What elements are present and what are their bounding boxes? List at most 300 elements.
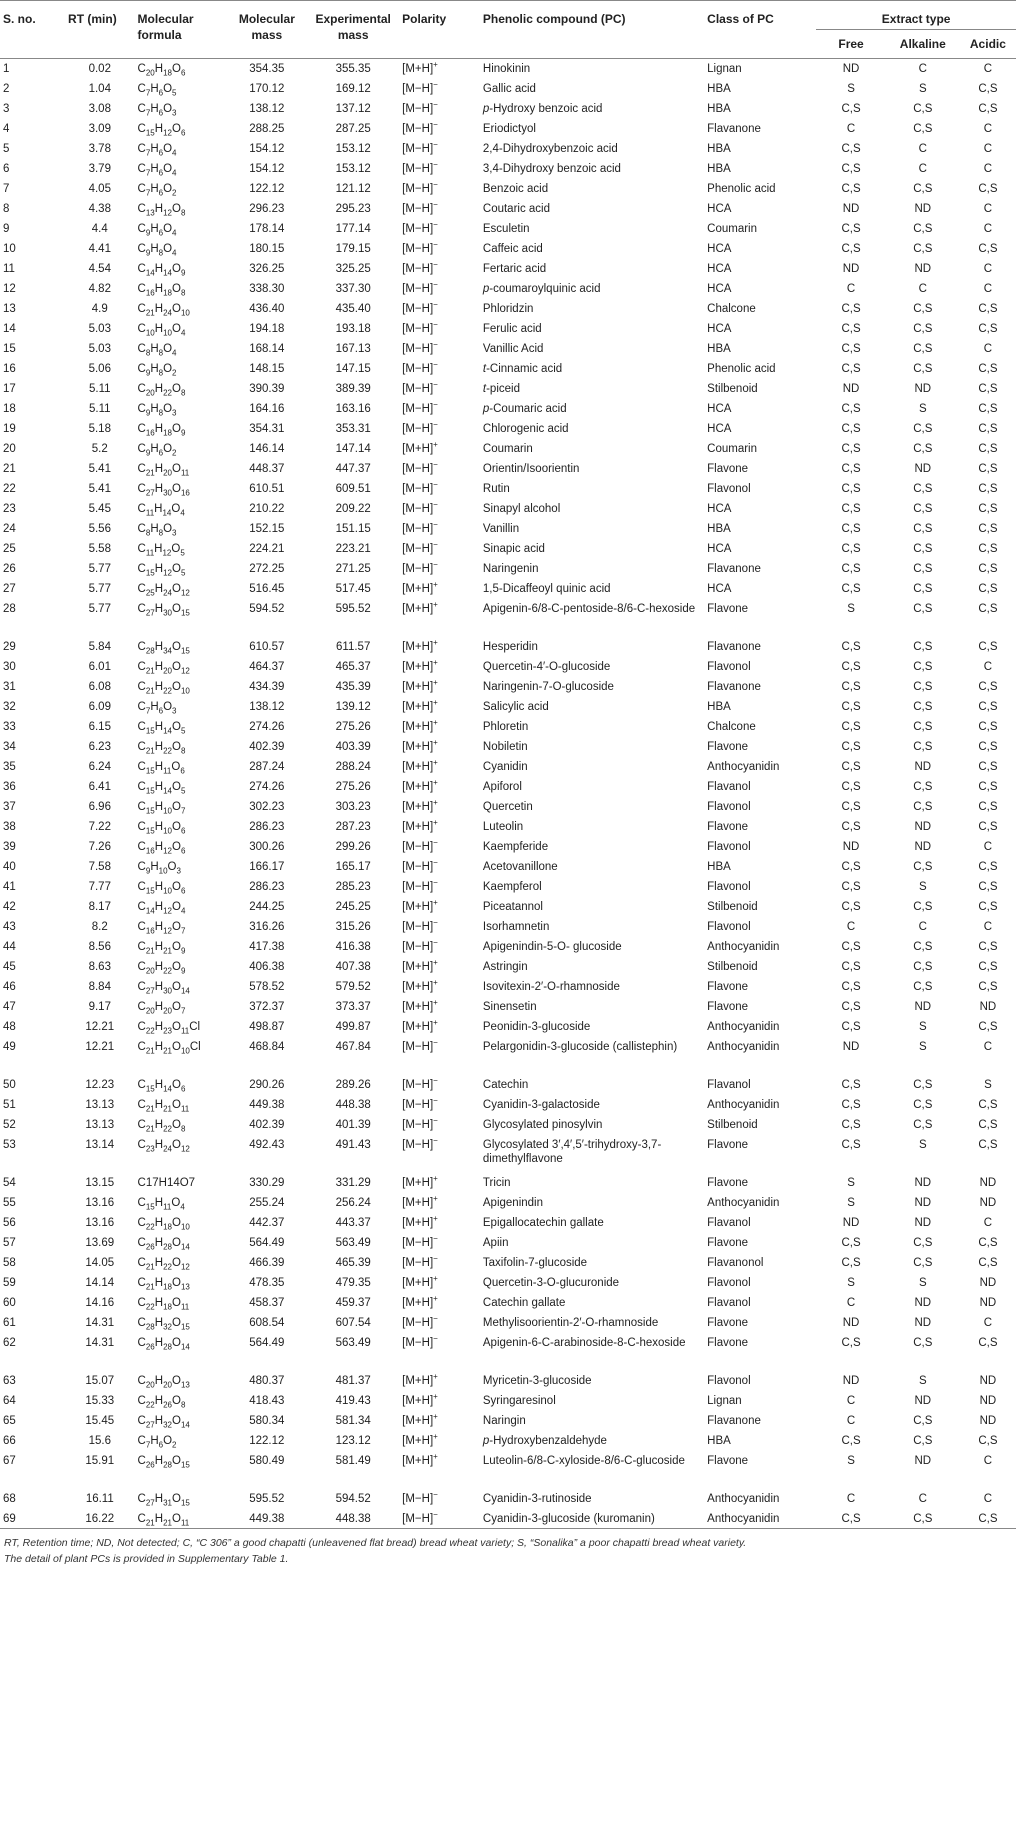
cell-mass: 468.84	[249, 1040, 285, 1053]
cell-rt: 14.31	[85, 1316, 115, 1329]
table-row	[0, 1451, 1016, 1489]
cell-class: Anthocyanidin	[707, 1196, 780, 1209]
cell-rt: 15.6	[88, 1434, 111, 1447]
cell-compound: Peonidin-3-glucoside	[482, 1020, 591, 1033]
cell-formula: $C_{22}H_{18}O_{11}$	[137, 1296, 190, 1311]
cell-exp-mass: 517.45	[335, 582, 371, 595]
cell-mass: 610.51	[249, 482, 285, 495]
cell-compound: Methylisoorientin-2′-O-rhamnoside	[482, 1316, 659, 1329]
table-header	[0, 1, 1016, 59]
header-exp-mass: Experimental mass	[307, 1, 399, 59]
cell-polarity: [M−H]−	[402, 479, 438, 495]
cell-class: Phenolic acid	[707, 182, 776, 195]
cell-mass: 154.12	[249, 162, 285, 175]
cell-sno: 34	[3, 740, 16, 753]
cell-compound: 1,5-Dicaffeoyl quinic acid	[482, 582, 611, 595]
cell-alkaline: C,S	[913, 422, 933, 435]
cell-exp-mass: 245.25	[335, 900, 371, 913]
table-row	[0, 1253, 1016, 1273]
cell-free: ND	[842, 382, 860, 395]
cell-acidic: C	[983, 63, 993, 75]
cell-alkaline: C,S	[913, 940, 933, 953]
cell-exp-mass: 179.15	[335, 242, 371, 255]
cell-class: Anthocyanidin	[707, 1512, 780, 1525]
cell-acidic: S	[984, 1078, 992, 1091]
cell-acidic: C,S	[978, 402, 998, 415]
cell-formula: $C_{21}H_{20}O_{11}$	[137, 462, 190, 477]
cell-free: C,S	[841, 342, 861, 355]
cell-compound: Sinapic acid	[482, 542, 545, 555]
cell-rt: 8.63	[88, 960, 111, 973]
cell-rt: 12.21	[85, 1020, 115, 1033]
cell-alkaline: ND	[914, 1316, 932, 1329]
cell-alkaline: C,S	[913, 1434, 933, 1447]
cell-exp-mass: 223.21	[335, 542, 371, 555]
cell-mass: 464.37	[249, 660, 285, 673]
cell-mass: 516.45	[249, 582, 285, 595]
cell-formula: $C_8H_8O_3$	[137, 522, 177, 537]
cell-class: Flavanol	[707, 1296, 751, 1309]
cell-rt: 4.82	[88, 282, 111, 295]
cell-exp-mass: 407.38	[335, 960, 371, 973]
cell-sno: 14	[3, 322, 16, 335]
cell-polarity: [M+H]+	[402, 697, 438, 713]
cell-formula: $C_{21}H_{20}O_{12}$	[137, 660, 190, 675]
cell-alkaline: C,S	[913, 362, 933, 375]
cell-mass: 402.39	[249, 740, 285, 753]
cell-class: Flavonol	[707, 920, 751, 933]
cell-formula: $C_{20}H_{20}O_7$	[137, 1000, 186, 1015]
cell-rt: 8.84	[88, 980, 111, 993]
table-row	[0, 777, 1016, 797]
cell-compound: Rutin	[482, 482, 510, 495]
cell-compound: Salicylic acid	[482, 700, 549, 713]
table-row	[0, 1391, 1016, 1411]
cell-acidic: C,S	[978, 102, 998, 115]
table-row	[0, 1095, 1016, 1115]
cell-free: C,S	[841, 1434, 861, 1447]
cell-formula: $C_7H_6O_3$	[137, 102, 177, 117]
cell-class: Anthocyanidin	[707, 940, 780, 953]
cell-rt: 6.96	[88, 800, 111, 813]
cell-compound: Glycosylated 3′,4′,5′-trihydroxy-3,7-dimethylflavone	[482, 1138, 662, 1166]
cell-acidic: C,S	[978, 760, 998, 773]
cell-class: Flavonol	[707, 1374, 751, 1387]
cell-sno: 66	[3, 1434, 16, 1447]
cell-acidic: C	[983, 920, 993, 933]
cell-class: Coumarin	[707, 442, 758, 455]
cell-class: Flavanol	[707, 780, 751, 793]
cell-polarity: [M+H]+	[402, 957, 438, 973]
cell-sno: 33	[3, 720, 16, 733]
cell-sno: 57	[3, 1236, 16, 1249]
cell-exp-mass: 285.23	[335, 880, 371, 893]
cell-compound: Acetovanillone	[482, 860, 558, 873]
cell-free: S	[847, 1176, 855, 1189]
cell-acidic: C,S	[978, 182, 998, 195]
cell-class: Flavone	[707, 602, 749, 615]
cell-polarity: [M−H]−	[402, 539, 438, 555]
cell-alkaline: C,S	[913, 980, 933, 993]
cell-free: C,S	[841, 102, 861, 115]
cell-acidic: C,S	[978, 640, 998, 653]
cell-compound: Ferulic acid	[482, 322, 542, 335]
cell-exp-mass: 169.12	[335, 82, 371, 95]
cell-class: Coumarin	[707, 222, 758, 235]
cell-polarity: [M+H]+	[402, 1371, 438, 1387]
table-row	[0, 1293, 1016, 1313]
cell-polarity: [M+H]+	[402, 997, 438, 1013]
cell-mass: 418.43	[249, 1394, 285, 1407]
cell-sno: 26	[3, 562, 16, 575]
cell-free: C,S	[841, 582, 861, 595]
table-row	[0, 1509, 1016, 1529]
table-row	[0, 1431, 1016, 1451]
cell-sno: 30	[3, 660, 16, 673]
cell-exp-mass: 315.26	[335, 920, 371, 933]
cell-rt: 13.15	[85, 1176, 115, 1189]
cell-mass: 154.12	[249, 142, 285, 155]
cell-polarity: [M+H]+	[402, 1213, 438, 1229]
cell-sno: 67	[3, 1454, 16, 1467]
cell-sno: 56	[3, 1216, 16, 1229]
cell-exp-mass: 303.23	[335, 800, 371, 813]
cell-exp-mass: 177.14	[335, 222, 371, 235]
cell-rt: 12.23	[85, 1078, 115, 1091]
cell-free: C,S	[841, 900, 861, 913]
cell-acidic: C,S	[978, 1020, 998, 1033]
header-free: Free	[838, 37, 864, 51]
cell-exp-mass: 448.38	[335, 1098, 371, 1111]
cell-rt: 5.11	[89, 382, 111, 395]
cell-rt: 5.06	[88, 362, 111, 375]
cell-free: C,S	[841, 242, 861, 255]
cell-alkaline: C,S	[913, 522, 933, 535]
cell-sno: 13	[3, 302, 16, 315]
cell-alkaline: C,S	[913, 102, 933, 115]
cell-free: C,S	[841, 640, 861, 653]
cell-polarity: [M−H]−	[402, 937, 438, 953]
cell-rt: 9.17	[88, 1000, 111, 1013]
cell-free: S	[847, 82, 855, 95]
cell-compound: Sinensetin	[482, 1000, 537, 1013]
cell-alkaline: C,S	[913, 1118, 933, 1131]
cell-mass: 458.37	[249, 1296, 285, 1309]
table-row	[0, 1213, 1016, 1233]
cell-mass: 448.37	[249, 462, 285, 475]
cell-sno: 60	[3, 1296, 16, 1309]
cell-compound: Apiin	[482, 1236, 509, 1249]
cell-exp-mass: 147.15	[335, 362, 371, 375]
cell-alkaline: C,S	[913, 342, 933, 355]
cell-rt: 13.14	[85, 1138, 115, 1151]
cell-mass: 480.37	[249, 1374, 285, 1387]
cell-mass: 595.52	[249, 1492, 285, 1505]
cell-formula: $C_{21}H_{21}O_{10}Cl$	[137, 1040, 201, 1055]
cell-alkaline: S	[918, 82, 927, 95]
cell-class: Flavone	[707, 820, 749, 833]
cell-sno: 9	[3, 222, 10, 235]
cell-mass: 168.14	[249, 342, 285, 355]
cell-acidic: ND	[979, 1374, 997, 1387]
cell-exp-mass: 389.39	[335, 382, 371, 395]
footnote-supplementary: The detail of plant PCs is provided in Supplementary Table 1.	[4, 1553, 289, 1565]
cell-class: HBA	[707, 860, 731, 873]
cell-exp-mass: 275.26	[335, 720, 371, 733]
cell-free: C	[846, 1394, 856, 1407]
cell-sno: 54	[3, 1176, 16, 1189]
cell-sno: 16	[3, 362, 16, 375]
cell-mass: 178.14	[249, 222, 285, 235]
cell-polarity: [M−H]−	[402, 877, 438, 893]
cell-exp-mass: 467.84	[335, 1040, 371, 1053]
cell-class: Flavanol	[707, 1216, 751, 1229]
cell-sno: 23	[3, 502, 16, 515]
cell-acidic: C	[983, 660, 993, 673]
cell-alkaline: S	[918, 880, 927, 893]
cell-compound: Luteolin-6/8-C-xyloside-8/6-C-glucoside	[482, 1454, 685, 1467]
cell-rt: 5.45	[88, 502, 111, 515]
cell-alkaline: C,S	[913, 322, 933, 335]
cell-exp-mass: 193.18	[335, 322, 371, 335]
cell-sno: 61	[3, 1316, 16, 1329]
cell-alkaline: C	[918, 142, 927, 155]
cell-mass: 478.35	[249, 1276, 285, 1289]
cell-acidic: C,S	[978, 720, 998, 733]
cell-mass: 288.25	[249, 122, 285, 135]
cell-rt: 6.23	[88, 740, 111, 753]
cell-exp-mass: 325.25	[335, 262, 371, 275]
cell-exp-mass: 153.12	[335, 162, 371, 175]
cell-alkaline: C,S	[913, 780, 933, 793]
cell-polarity: [M−H]−	[402, 279, 438, 295]
cell-sno: 4	[3, 122, 10, 135]
cell-class: Flavone	[707, 740, 749, 753]
table-row	[0, 917, 1016, 937]
cell-free: C,S	[841, 1020, 861, 1033]
table-row	[0, 59, 1016, 79]
cell-class: HCA	[707, 262, 732, 275]
cell-class: Anthocyanidin	[707, 1492, 780, 1505]
cell-compound: Gallic acid	[482, 82, 536, 95]
cell-compound: Fertaric acid	[482, 262, 547, 275]
cell-formula: $C_9H_6O_4$	[137, 222, 177, 237]
cell-exp-mass: 595.52	[335, 602, 371, 615]
cell-mass: 286.23	[249, 820, 285, 833]
cell-sno: 64	[3, 1394, 16, 1407]
cell-rt: 5.03	[88, 342, 111, 355]
cell-class: Flavone	[707, 462, 749, 475]
cell-alkaline: C	[918, 1492, 927, 1505]
cell-class: HCA	[707, 422, 732, 435]
cell-rt: 13.13	[85, 1098, 115, 1111]
cell-acidic: C	[983, 1216, 993, 1229]
cell-sno: 19	[3, 422, 16, 435]
cell-sno: 7	[3, 182, 10, 195]
cell-formula: $C_{15}H_{14}O_6$	[137, 1078, 186, 1093]
cell-alkaline: C,S	[913, 1078, 933, 1091]
cell-class: Flavone	[707, 1316, 749, 1329]
cell-class: Flavone	[707, 1336, 749, 1349]
table-row	[0, 419, 1016, 439]
cell-acidic: C	[983, 1040, 993, 1053]
cell-formula: $C_{23}H_{24}O_{12}$	[137, 1138, 190, 1153]
cell-free: C,S	[841, 1512, 861, 1525]
cell-free: C,S	[841, 860, 861, 873]
cell-free: C,S	[841, 800, 861, 813]
cell-exp-mass: 459.37	[335, 1296, 371, 1309]
table-row	[0, 997, 1016, 1017]
cell-polarity: [M+H]+	[402, 1273, 438, 1289]
cell-polarity: [M−H]−	[402, 399, 438, 415]
cell-compound: Tricin	[482, 1176, 511, 1189]
cell-free: C,S	[841, 680, 861, 693]
cell-compound: Myricetin-3-glucoside	[482, 1374, 592, 1387]
cell-exp-mass: 563.49	[335, 1236, 371, 1249]
cell-alkaline: C,S	[913, 562, 933, 575]
cell-compound: Catechin	[482, 1078, 529, 1091]
table-row	[0, 579, 1016, 599]
cell-formula: $C_9H_8O_2$	[137, 362, 177, 377]
table-row	[0, 119, 1016, 139]
cell-polarity: [M−H]−	[402, 917, 438, 933]
cell-mass: 354.35	[249, 63, 285, 75]
cell-alkaline: ND	[914, 1176, 932, 1189]
cell-free: C	[846, 920, 856, 933]
cell-alkaline: C,S	[913, 582, 933, 595]
cell-compound: Quercetin	[482, 800, 533, 813]
table-row	[0, 559, 1016, 579]
cell-acidic: C,S	[978, 800, 998, 813]
header-polarity: Polarity	[399, 1, 480, 59]
cell-sno: 17	[3, 382, 16, 395]
cell-polarity: [M−H]−	[402, 559, 438, 575]
cell-formula: $C_{28}H_{32}O_{15}$	[137, 1316, 190, 1331]
cell-free: C,S	[841, 780, 861, 793]
cell-mass: 449.38	[249, 1098, 285, 1111]
cell-polarity: [M−H]−	[402, 199, 438, 215]
cell-acidic: C,S	[978, 880, 998, 893]
cell-rt: 8.17	[88, 900, 111, 913]
cell-acidic: C,S	[978, 302, 998, 315]
cell-exp-mass: 353.31	[335, 422, 371, 435]
cell-polarity: [M−H]−	[402, 1095, 438, 1111]
cell-polarity: [M−H]−	[402, 1233, 438, 1249]
cell-polarity: [M−H]−	[402, 139, 438, 155]
cell-compound: Isorhamnetin	[482, 920, 550, 933]
cell-formula: $C_7H_6O_4$	[137, 142, 177, 157]
cell-sno: 53	[3, 1138, 16, 1151]
cell-acidic: C	[983, 282, 993, 295]
cell-rt: 6.09	[88, 700, 111, 713]
cell-class: HCA	[707, 322, 732, 335]
cell-sno: 47	[3, 1000, 16, 1013]
cell-acidic: ND	[979, 1196, 997, 1209]
cell-exp-mass: 299.26	[335, 840, 371, 853]
cell-sno: 36	[3, 780, 16, 793]
cell-rt: 5.18	[88, 422, 111, 435]
cell-alkaline: C,S	[913, 860, 933, 873]
footnote-abbreviations: RT, Retention time; ND, Not detected; C, “C 306” a good chapatti (unleavened flat bread) bread wheat variety; S, “Sonalika” a poor chapatti bread wheat variety.	[4, 1537, 747, 1549]
cell-free: C,S	[841, 402, 861, 415]
cell-alkaline: C,S	[913, 1098, 933, 1111]
cell-exp-mass: 401.39	[335, 1118, 371, 1131]
cell-formula: $C_{21}H_{22}O_8$	[137, 740, 186, 755]
cell-class: Flavone	[707, 1176, 749, 1189]
cell-compound: Catechin gallate	[482, 1296, 566, 1309]
cell-free: C	[846, 122, 856, 135]
cell-free: C,S	[841, 542, 861, 555]
cell-exp-mass: 448.38	[335, 1512, 371, 1525]
cell-alkaline: ND	[914, 462, 932, 475]
cell-mass: 152.15	[249, 522, 285, 535]
cell-mass: 180.15	[249, 242, 285, 255]
cell-mass: 578.52	[249, 980, 285, 993]
table-row	[0, 159, 1016, 179]
cell-formula: $C_{21}H_{21}O_{11}$	[137, 1098, 190, 1113]
cell-polarity: [M−H]−	[402, 459, 438, 475]
cell-free: C,S	[841, 880, 861, 893]
cell-formula: $C_{15}H_{11}O_6$	[137, 760, 185, 775]
cell-class: HCA	[707, 242, 732, 255]
cell-acidic: ND	[979, 1414, 997, 1427]
cell-class: HCA	[707, 402, 732, 415]
header-mass: Molecular mass	[226, 1, 307, 59]
cell-alkaline: C,S	[913, 700, 933, 713]
cell-rt: 7.26	[88, 840, 111, 853]
cell-compound: Cyanidin-3-glucoside (kuromanin)	[482, 1512, 655, 1525]
cell-formula: $C_{21}H_{18}O_{13}$	[137, 1276, 190, 1291]
table-row	[0, 797, 1016, 817]
cell-polarity: [M−H]−	[402, 79, 438, 95]
cell-compound: Luteolin	[482, 820, 524, 833]
cell-formula: $C_7H_6O_5$	[137, 82, 177, 97]
cell-sno: 69	[3, 1512, 16, 1525]
cell-polarity: [M+H]+	[402, 579, 438, 595]
cell-rt: 14.16	[85, 1296, 115, 1309]
cell-sno: 12	[3, 282, 16, 295]
cell-polarity: [M+H]+	[402, 1193, 438, 1209]
cell-formula: $C_9H_6O_2$	[137, 442, 177, 457]
cell-formula: $C_9H_{10}O_3$	[137, 860, 181, 875]
cell-sno: 20	[3, 442, 16, 455]
cell-compound: p-Coumaric acid	[482, 402, 567, 415]
cell-polarity: [M−H]−	[402, 379, 438, 395]
cell-acidic: ND	[979, 1176, 997, 1189]
cell-acidic: C,S	[978, 820, 998, 833]
table-row	[0, 1017, 1016, 1037]
cell-acidic: C,S	[978, 502, 998, 515]
cell-compound: Esculetin	[482, 222, 530, 235]
cell-free: C,S	[841, 1336, 861, 1349]
table-row	[0, 239, 1016, 259]
cell-formula: $C_9H_8O_3$	[137, 402, 177, 417]
cell-compound: Apigenin-6/8-C-pentoside-8/6-C-hexoside	[482, 602, 696, 615]
cell-free: ND	[842, 1374, 860, 1387]
cell-compound: Syringaresinol	[482, 1394, 556, 1407]
cell-exp-mass: 465.37	[335, 660, 371, 673]
cell-polarity: [M−H]−	[402, 219, 438, 235]
cell-class: HBA	[707, 102, 731, 115]
cell-acidic: C,S	[978, 542, 998, 555]
cell-rt: 8.2	[91, 920, 108, 933]
table-body	[0, 59, 1016, 1529]
table-row	[0, 877, 1016, 897]
cell-mass: 564.49	[249, 1236, 285, 1249]
cell-acidic: C,S	[978, 422, 998, 435]
cell-acidic: C,S	[978, 242, 998, 255]
cell-free: ND	[842, 1040, 860, 1053]
